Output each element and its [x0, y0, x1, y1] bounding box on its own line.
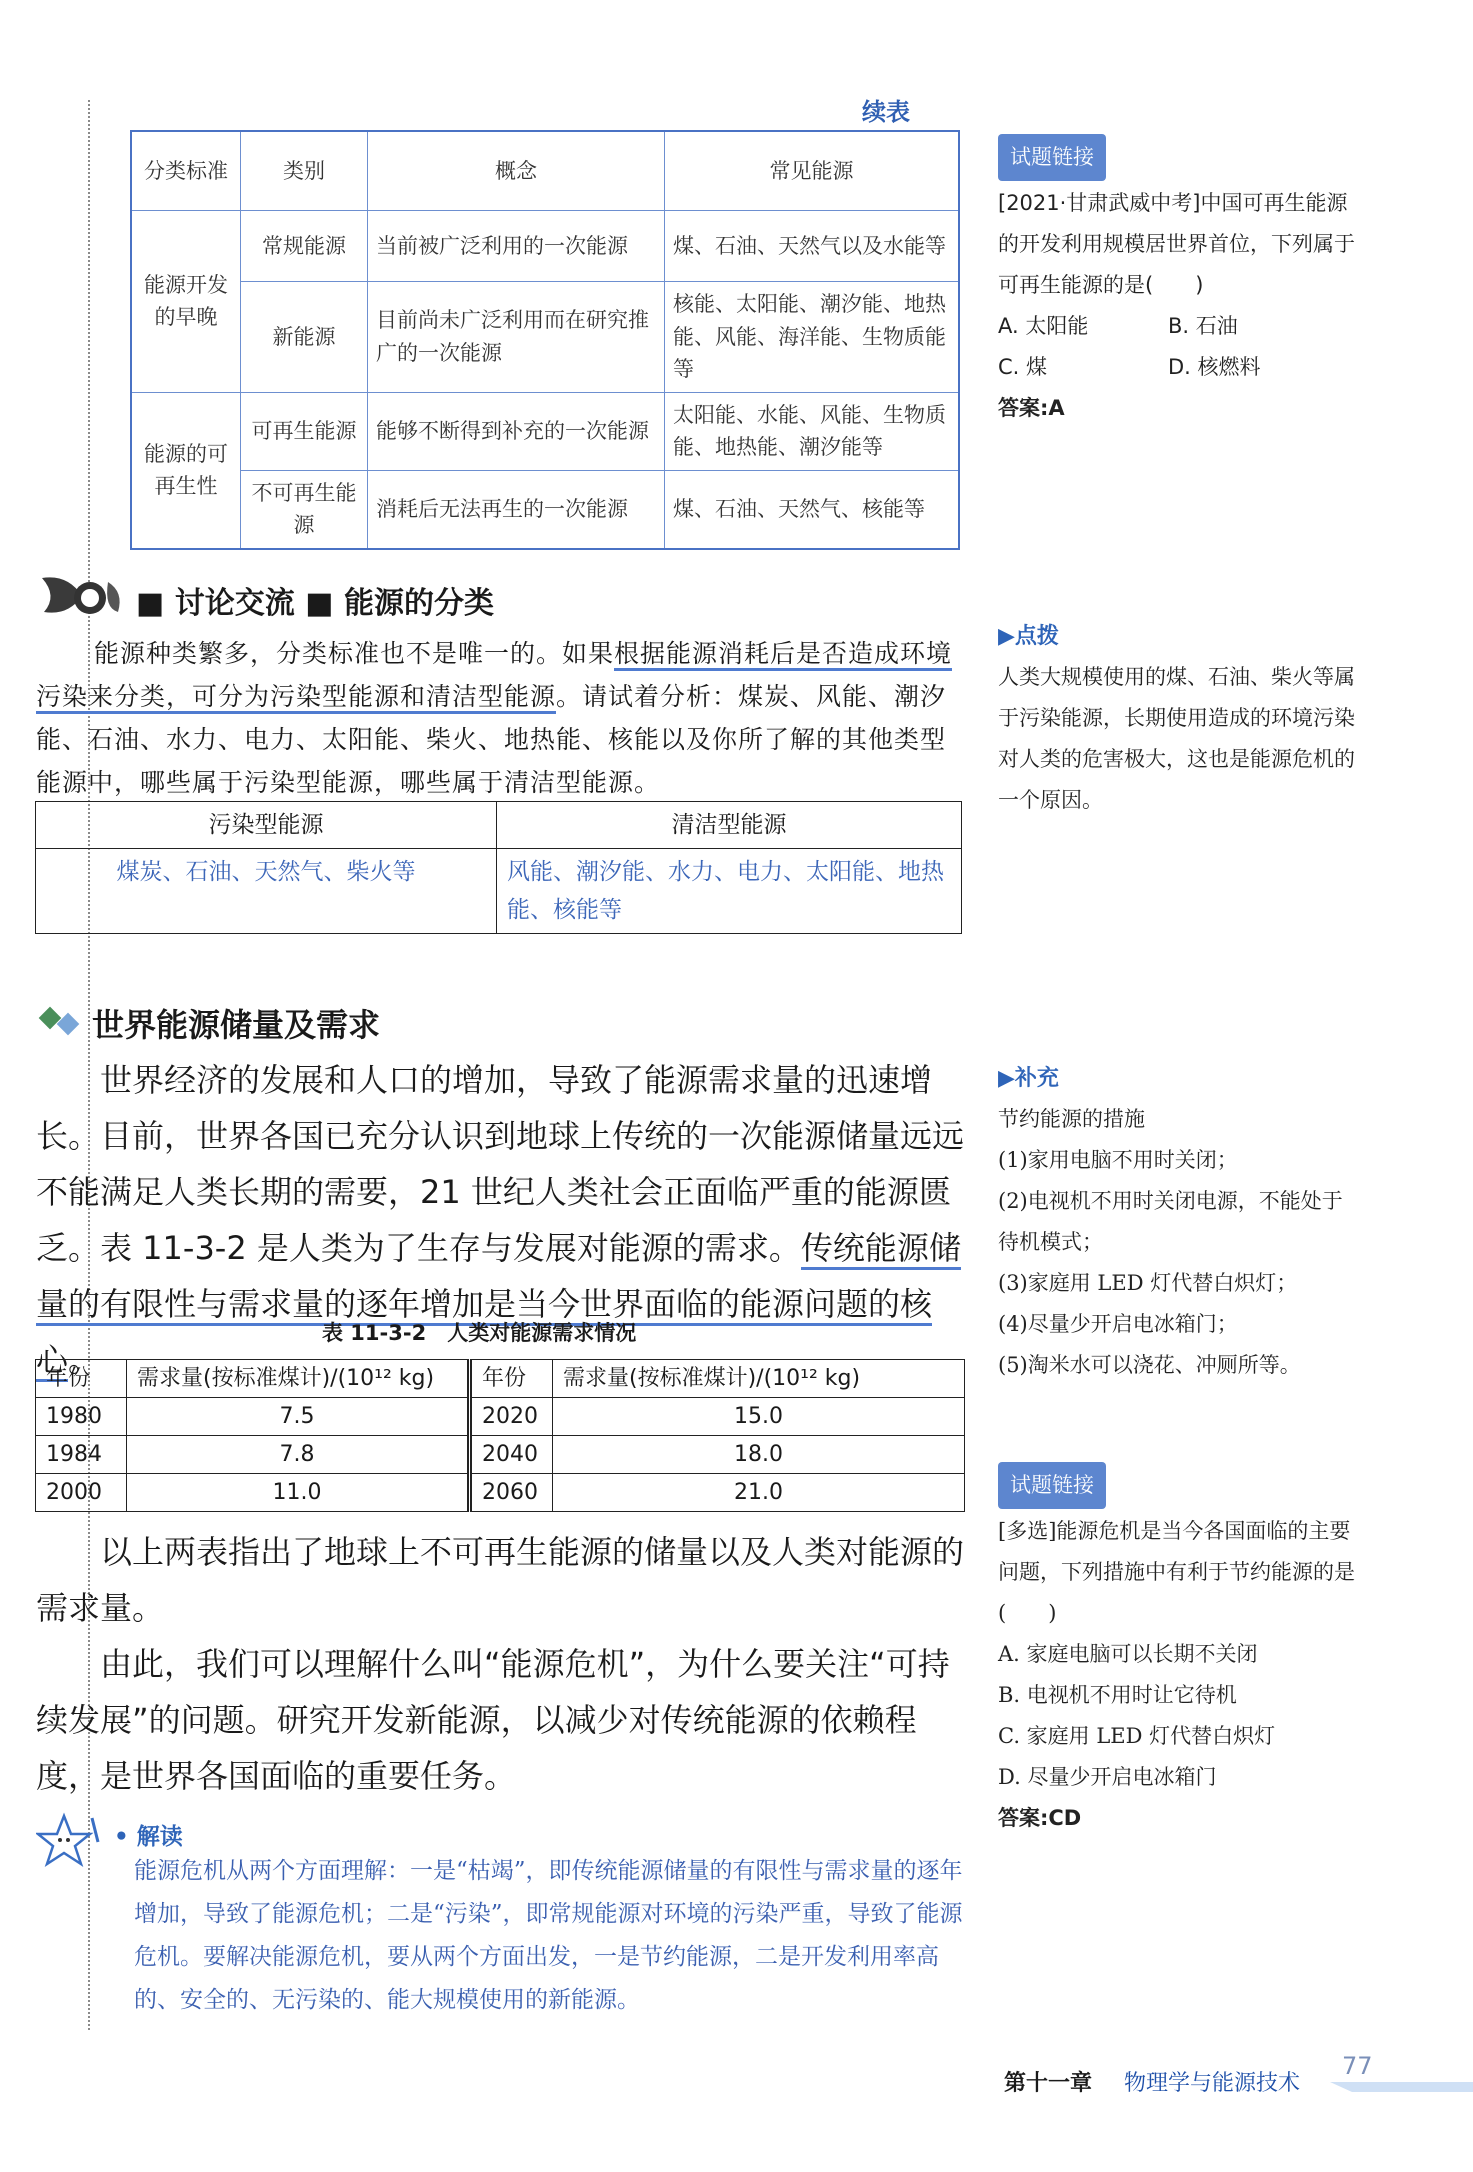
concept-cell: 消耗后无法再生的一次能源: [368, 470, 665, 549]
category-cell: 常规能源: [241, 211, 368, 282]
side-tip: [998, 616, 1358, 821]
quiz-option: C. 煤: [998, 355, 1048, 379]
energy-demand-table: [35, 1359, 965, 1512]
table-header: 污染型能源: [36, 802, 497, 849]
table-header: 需求量(按标准煤计)/(10¹² kg): [553, 1360, 965, 1398]
table-caption: 表 11-3-2 人类对能源需求情况: [322, 1321, 637, 1345]
crisis-paragraph: 由此，我们可以理解什么叫“能源危机”，为什么要关注“可持续发展”的问题。研究开发新能源，以减少对传统能源的依赖程度，是世界各国面临的重要任务。: [36, 1645, 950, 1795]
supplement-line: (5)淘米水可以浇花、冲厕所等。: [998, 1353, 1301, 1377]
quiz-link-tag: 试题链接: [998, 134, 1106, 181]
quiz-answer: 答案:A: [998, 396, 1065, 420]
category-cell: 新能源: [241, 282, 368, 393]
table-header: 年份: [470, 1360, 553, 1398]
supplement-heading-text: 补充: [1014, 1065, 1059, 1091]
table-row: [131, 470, 959, 549]
demand-cell: 18.0: [553, 1436, 965, 1474]
concept-cell: 目前尚未广泛利用而在研究推广的一次能源: [368, 282, 665, 393]
table-header: 年份: [36, 1360, 127, 1398]
discussion-text-end: 。请试着分析：煤炭、风能、潮汐能、石油、水力、电力、太阳能、柴火、地热能、核能以及你所了解的其他类型能源中，哪些属于污染型能源，哪些属于清洁型能源。: [36, 682, 947, 797]
demand-cell: 7.8: [127, 1436, 470, 1474]
side-supplement: [998, 1058, 1358, 1386]
quiz-option: B. 电视机不用时让它待机: [998, 1683, 1237, 1707]
jiedu-label-text: 解读: [136, 1824, 183, 1850]
table-header-row: [36, 1360, 965, 1398]
table-header-row: [131, 131, 959, 211]
table-row: [131, 282, 959, 393]
clean-answer: 风能、潮汐能、水力、电力、太阳能、地热能、核能等: [497, 849, 962, 934]
demand-cell: 15.0: [553, 1398, 965, 1436]
quiz-question: [2021·甘肃武威中考]中国可再生能源的开发利用规模居世界首位，下列属于可再生能源的是( ): [998, 191, 1355, 297]
criterion-cell: 能源的可再生性: [131, 392, 241, 549]
world-text-underlined: 传统能源储量的有限性与需求量的逐年增加是当今世界面临的能源问题的核心: [36, 1229, 961, 1382]
tip-text: 人类大规模使用的煤、石油、柴火等属于污染能源，长期使用造成的环境污染对人类的危害极大，这也是能源危机的一个原因。: [998, 665, 1355, 812]
discussion-title: ■ 讨论交流 ■ 能源的分类: [136, 586, 495, 621]
examples-cell: 太阳能、水能、风能、生物质能、地热能、潮汐能等: [665, 392, 960, 470]
category-cell: 不可再生能源: [241, 470, 368, 549]
tip-heading-text: 点拨: [1014, 623, 1059, 649]
discussion-text-start: 能源种类繁多，分类标准也不是唯一的。如果: [94, 639, 615, 668]
table-header: 概念: [368, 131, 665, 211]
table-row: [131, 211, 959, 282]
quiz-option: D. 尽量少开启电冰箱门: [998, 1765, 1217, 1789]
world-section-title: 世界能源储量及需求: [92, 1006, 381, 1044]
diamond-bullet-icon: [36, 1002, 84, 1042]
quiz-option: B. 石油: [1168, 314, 1238, 338]
tip-heading: ▶点拨: [998, 623, 1059, 649]
year-cell: 1984: [36, 1436, 127, 1474]
quiz-option: A. 太阳能: [998, 314, 1089, 338]
concept-cell: 能够不断得到补充的一次能源: [368, 392, 665, 470]
jiedu-label: • 解读: [114, 1824, 183, 1850]
discussion-text-underlined: 根据能源消耗后是否造成环境污染来分类，可分为污染型能源和清洁型能源: [36, 639, 952, 714]
concept-cell: 当前被广泛利用的一次能源: [368, 211, 665, 282]
star-mascot-icon: [36, 1812, 104, 1876]
pollution-classification-table: [35, 801, 962, 934]
discussion-icon: [38, 572, 128, 624]
table-header: 分类标准: [131, 131, 241, 211]
footer-ribbon: [1330, 2078, 1473, 2094]
table-row: [36, 849, 962, 934]
footer-chapter: 第十一章: [1004, 2071, 1093, 2096]
demand-cell: 21.0: [553, 1474, 965, 1512]
quiz-options: [998, 306, 1358, 388]
year-cell: 1980: [36, 1398, 127, 1436]
quiz-option: A. 家庭电脑可以长期不关闭: [998, 1642, 1258, 1666]
quiz-option: D. 核燃料: [1168, 355, 1261, 379]
world-text-start: 世界经济的发展和人口的增加，导致了能源需求量的迅速增长。目前，世界各国已充分认识到地球上传统的一次能源储量远远不能满足人类长期的需要，21 世纪人类社会正面临严重的能源匮乏。表 11-3-2 是人类为了生存与发展对能源的需求。: [36, 1061, 965, 1267]
examples-cell: 煤、石油、天然气、核能等: [665, 470, 960, 549]
category-cell: 可再生能源: [241, 392, 368, 470]
year-cell: 2040: [470, 1436, 553, 1474]
table-header-row: [36, 802, 962, 849]
side-quiz-1: [998, 134, 1358, 429]
year-cell: 2060: [470, 1474, 553, 1512]
table-row: [36, 1436, 965, 1474]
continued-label: 续表: [862, 98, 910, 126]
world-text-end: 。: [68, 1341, 101, 1379]
quiz-answer: 答案:CD: [998, 1806, 1082, 1830]
table-row: [131, 392, 959, 470]
side-quiz-2: [998, 1462, 1358, 1839]
supplement-line: (1)家用电脑不用时关闭；: [998, 1148, 1238, 1172]
supplement-line: (3)家庭用 LED 灯代替白炽灯；: [998, 1271, 1298, 1295]
quiz-option: C. 家庭用 LED 灯代替白炽灯: [998, 1724, 1276, 1748]
discussion-paragraph: [36, 632, 966, 804]
footer-title: 物理学与能源技术: [1124, 2071, 1301, 2096]
supplement-line: 节约能源的措施: [998, 1107, 1145, 1131]
energy-classification-table: [130, 130, 960, 550]
criterion-cell: 能源开发的早晚: [131, 211, 241, 393]
examples-cell: 煤、石油、天然气以及水能等: [665, 211, 960, 282]
supplement-line: (2)电视机不用时关闭电源，不能处于待机模式；: [998, 1189, 1343, 1254]
supplement-heading: ▶补充: [998, 1065, 1059, 1091]
year-cell: 2000: [36, 1474, 127, 1512]
page-number: 77: [1342, 2052, 1373, 2080]
summary-paragraph: 以上两表指出了地球上不可再生能源的储量以及人类对能源的需求量。: [36, 1533, 965, 1627]
table-header: 常见能源: [665, 131, 960, 211]
table-row: [36, 1398, 965, 1436]
supplement-line: (4)尽量少开启电冰箱门；: [998, 1312, 1238, 1336]
examples-cell: 核能、太阳能、潮汐能、地热能、风能、海洋能、生物质能等: [665, 282, 960, 393]
quiz-link-tag: 试题链接: [998, 1462, 1106, 1509]
demand-cell: 11.0: [127, 1474, 470, 1512]
year-cell: 2020: [470, 1398, 553, 1436]
table-header: 需求量(按标准煤计)/(10¹² kg): [127, 1360, 470, 1398]
pollution-answer: 煤炭、石油、天然气、柴火等: [36, 849, 497, 934]
jiedu-text: 能源危机从两个方面理解：一是“枯竭”，即传统能源储量的有限性与需求量的逐年增加，导致了能源危机；二是“污染”，即常规能源对环境的污染严重，导致了能源危机。要解决能源危机，要从两个方面出发，一是节约能源，二是开发利用率高的、安全的、无污染的、能大规模使用的新能源。: [134, 1858, 963, 2013]
quiz-question: [多选]能源危机是当今各国面临的主要问题，下列措施中有利于节约能源的是( ): [998, 1519, 1355, 1625]
table-header: 清洁型能源: [497, 802, 962, 849]
table-header: 类别: [241, 131, 368, 211]
demand-cell: 7.5: [127, 1398, 470, 1436]
table-row: [36, 1474, 965, 1512]
